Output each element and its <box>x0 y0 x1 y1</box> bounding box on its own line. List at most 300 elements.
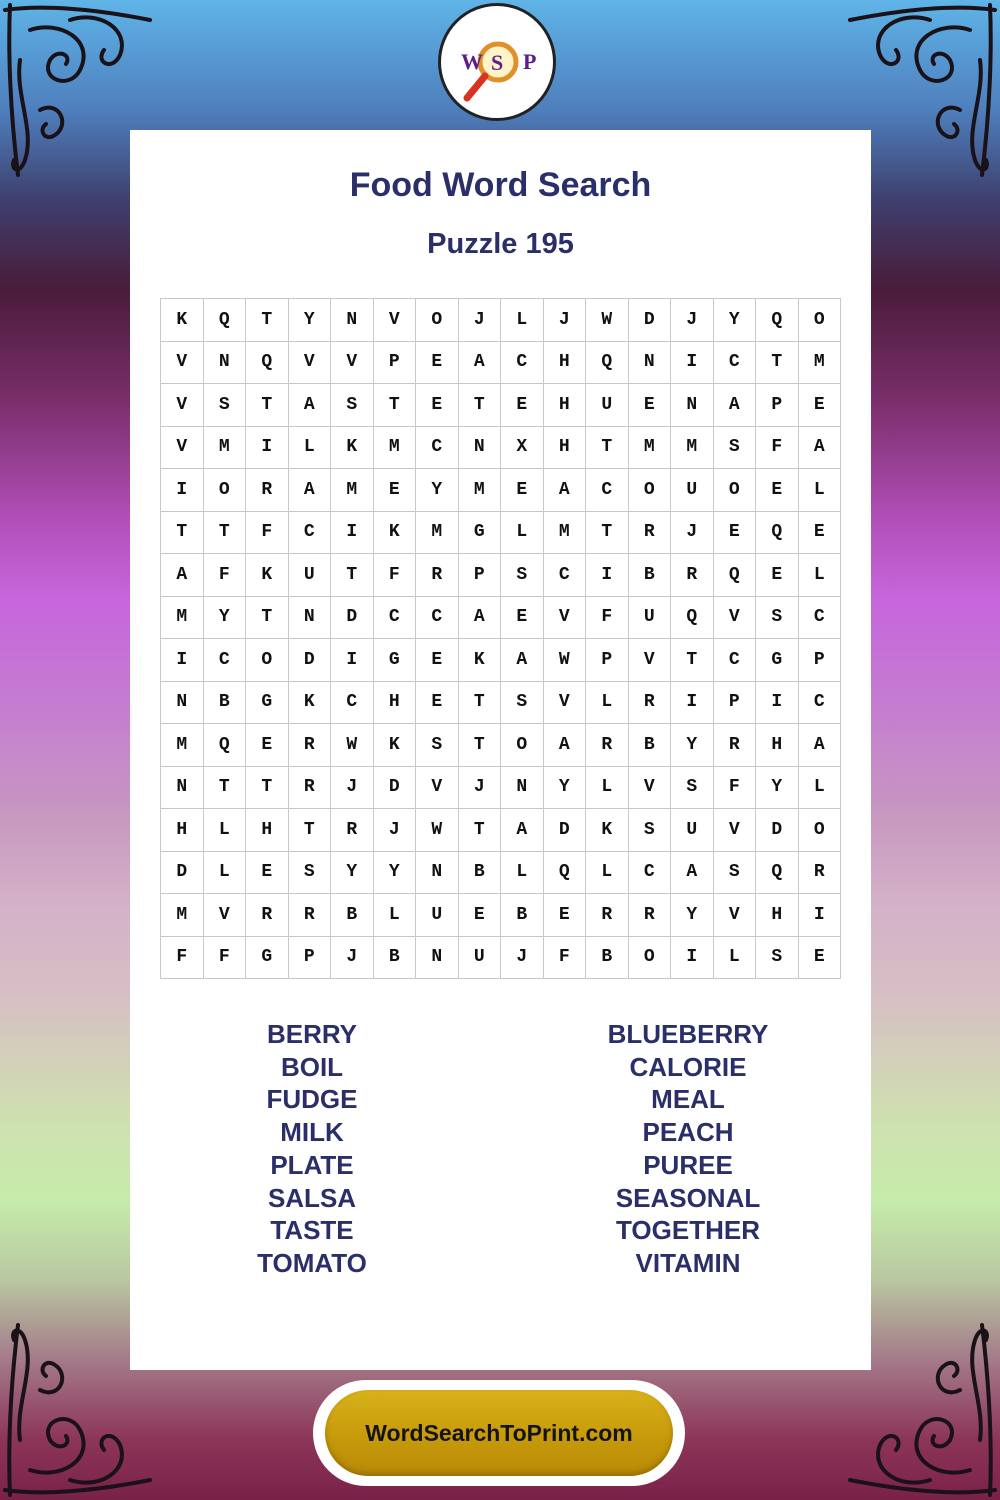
grid-cell[interactable]: H <box>543 426 586 469</box>
grid-cell[interactable]: M <box>628 426 671 469</box>
grid-cell[interactable]: F <box>586 596 629 639</box>
grid-cell[interactable]: V <box>713 596 756 639</box>
grid-cell[interactable]: S <box>501 681 544 724</box>
grid-cell[interactable]: Y <box>671 724 714 767</box>
grid-cell[interactable]: N <box>671 384 714 427</box>
logo-letter-s: S <box>491 50 504 75</box>
grid-cell[interactable]: M <box>373 426 416 469</box>
grid-cell[interactable]: F <box>713 766 756 809</box>
grid-cell[interactable]: K <box>331 426 374 469</box>
grid-cell[interactable]: B <box>501 894 544 937</box>
grid-cell[interactable]: C <box>713 341 756 384</box>
grid-cell[interactable]: F <box>373 554 416 597</box>
grid-cell[interactable]: B <box>458 851 501 894</box>
grid-cell[interactable]: E <box>246 724 289 767</box>
grid-cell[interactable]: C <box>373 596 416 639</box>
grid-cell[interactable]: J <box>331 936 374 979</box>
grid-cell[interactable]: A <box>543 469 586 512</box>
grid-cell[interactable]: S <box>756 936 799 979</box>
grid-cell[interactable]: B <box>628 554 671 597</box>
grid-cell[interactable]: S <box>713 426 756 469</box>
grid-cell[interactable]: L <box>798 554 841 597</box>
grid-cell[interactable]: D <box>331 596 374 639</box>
grid-cell[interactable]: V <box>713 894 756 937</box>
grid-cell[interactable]: V <box>161 426 204 469</box>
grid-cell[interactable]: B <box>373 936 416 979</box>
grid-cell[interactable]: L <box>288 426 331 469</box>
grid-cell[interactable]: O <box>798 299 841 342</box>
grid-cell[interactable]: M <box>331 469 374 512</box>
grid-cell[interactable]: L <box>586 766 629 809</box>
grid-cell[interactable]: R <box>246 894 289 937</box>
grid-cell[interactable]: D <box>288 639 331 682</box>
grid-cell[interactable]: T <box>203 511 246 554</box>
grid-cell[interactable]: W <box>416 809 459 852</box>
grid-cell[interactable]: C <box>798 596 841 639</box>
grid-cell[interactable]: J <box>458 299 501 342</box>
grid-cell[interactable]: J <box>373 809 416 852</box>
grid-cell[interactable]: I <box>331 511 374 554</box>
grid-cell[interactable]: L <box>798 766 841 809</box>
grid-cell[interactable]: E <box>798 936 841 979</box>
grid-cell[interactable]: A <box>671 851 714 894</box>
grid-cell[interactable]: M <box>458 469 501 512</box>
grid-row <box>161 384 841 427</box>
grid-cell[interactable]: T <box>458 384 501 427</box>
grid-cell[interactable]: N <box>161 766 204 809</box>
grid-cell[interactable]: Q <box>203 724 246 767</box>
grid-cell[interactable]: V <box>628 639 671 682</box>
grid-cell[interactable]: I <box>671 936 714 979</box>
grid-cell[interactable]: J <box>331 766 374 809</box>
grid-cell[interactable]: U <box>288 554 331 597</box>
grid-row <box>161 596 841 639</box>
grid-cell[interactable]: D <box>628 299 671 342</box>
grid-cell[interactable]: I <box>756 681 799 724</box>
grid-cell[interactable]: Q <box>203 299 246 342</box>
grid-cell[interactable]: L <box>798 469 841 512</box>
grid-cell[interactable]: R <box>671 554 714 597</box>
grid-cell[interactable]: D <box>756 809 799 852</box>
grid-cell[interactable]: Y <box>373 851 416 894</box>
word-list-left <box>162 1018 462 1280</box>
grid-cell[interactable]: W <box>331 724 374 767</box>
grid-cell[interactable]: A <box>458 341 501 384</box>
grid-cell[interactable]: M <box>798 341 841 384</box>
word-list-item: FUDGE <box>266 1084 358 1115</box>
grid-cell[interactable]: E <box>501 596 544 639</box>
grid-cell[interactable]: O <box>416 299 459 342</box>
word-list-item: TOMATO <box>257 1247 367 1278</box>
grid-cell[interactable]: R <box>288 766 331 809</box>
grid-cell[interactable]: L <box>373 894 416 937</box>
grid-row <box>161 554 841 597</box>
grid-cell[interactable]: Q <box>586 341 629 384</box>
grid-cell[interactable]: O <box>628 936 671 979</box>
grid-cell[interactable]: T <box>246 766 289 809</box>
grid-cell[interactable]: A <box>288 469 331 512</box>
word-list-item: BOIL <box>280 1051 344 1082</box>
grid-cell[interactable]: E <box>416 384 459 427</box>
grid-cell[interactable]: F <box>543 936 586 979</box>
grid-cell[interactable]: X <box>501 426 544 469</box>
grid-cell[interactable]: C <box>543 554 586 597</box>
grid-row <box>161 681 841 724</box>
grid-cell[interactable]: L <box>501 299 544 342</box>
grid-cell[interactable]: Y <box>288 299 331 342</box>
grid-cell[interactable]: A <box>161 554 204 597</box>
grid-cell[interactable]: T <box>161 511 204 554</box>
grid-row <box>161 469 841 512</box>
grid-cell[interactable]: E <box>543 894 586 937</box>
grid-cell[interactable]: T <box>246 596 289 639</box>
grid-cell[interactable]: U <box>416 894 459 937</box>
grid-cell[interactable]: A <box>798 426 841 469</box>
grid-cell[interactable]: E <box>713 511 756 554</box>
site-link-button[interactable] <box>325 1390 673 1476</box>
grid-cell[interactable]: V <box>543 596 586 639</box>
grid-row <box>161 511 841 554</box>
grid-cell[interactable]: H <box>543 341 586 384</box>
grid-cell[interactable]: V <box>161 341 204 384</box>
grid-cell[interactable]: E <box>756 469 799 512</box>
grid-cell[interactable]: K <box>586 809 629 852</box>
grid-cell[interactable]: H <box>373 681 416 724</box>
grid-cell[interactable]: R <box>628 511 671 554</box>
grid-cell[interactable]: N <box>416 851 459 894</box>
grid-cell[interactable]: R <box>586 894 629 937</box>
grid-cell[interactable]: N <box>416 936 459 979</box>
grid-cell[interactable]: Q <box>671 596 714 639</box>
grid-cell[interactable]: I <box>586 554 629 597</box>
logo-letter-w: W <box>461 49 483 74</box>
grid-cell[interactable]: K <box>373 724 416 767</box>
grid-cell[interactable]: V <box>416 766 459 809</box>
grid-cell[interactable]: K <box>373 511 416 554</box>
grid-cell[interactable]: E <box>458 894 501 937</box>
grid-row <box>161 851 841 894</box>
grid-cell[interactable]: S <box>416 724 459 767</box>
grid-cell[interactable]: O <box>203 469 246 512</box>
grid-cell[interactable]: U <box>458 936 501 979</box>
grid-cell[interactable]: A <box>543 724 586 767</box>
grid-cell[interactable]: K <box>246 554 289 597</box>
grid-cell[interactable]: E <box>416 681 459 724</box>
word-list-item: MILK <box>280 1117 344 1148</box>
word-list-right <box>538 1018 838 1280</box>
grid-cell[interactable]: P <box>373 341 416 384</box>
grid-cell[interactable]: N <box>288 596 331 639</box>
grid-cell[interactable]: S <box>331 384 374 427</box>
grid-cell[interactable]: T <box>458 724 501 767</box>
grid-cell[interactable]: A <box>458 596 501 639</box>
grid-cell[interactable]: I <box>798 894 841 937</box>
grid-cell[interactable]: B <box>586 936 629 979</box>
grid-cell[interactable]: K <box>458 639 501 682</box>
grid-cell[interactable]: R <box>713 724 756 767</box>
grid-cell[interactable]: R <box>628 894 671 937</box>
grid-cell[interactable]: I <box>331 639 374 682</box>
grid-cell[interactable]: F <box>756 426 799 469</box>
grid-cell[interactable]: S <box>501 554 544 597</box>
grid-cell[interactable]: S <box>756 596 799 639</box>
word-list-item: PLATE <box>270 1149 354 1180</box>
grid-cell[interactable]: T <box>246 299 289 342</box>
grid-cell[interactable]: A <box>501 809 544 852</box>
site-link-text: WordSearchToPrint.com <box>365 1419 633 1446</box>
letter-grid <box>160 298 841 979</box>
grid-cell[interactable]: K <box>288 681 331 724</box>
grid-cell[interactable]: G <box>246 681 289 724</box>
grid-cell[interactable]: T <box>288 809 331 852</box>
word-list-item: BERRY <box>266 1019 358 1049</box>
grid-cell[interactable]: P <box>458 554 501 597</box>
grid-cell[interactable]: T <box>458 809 501 852</box>
grid-cell[interactable]: Y <box>671 894 714 937</box>
grid-cell[interactable]: V <box>543 681 586 724</box>
grid-row <box>161 724 841 767</box>
word-list-item: MEAL <box>651 1084 725 1115</box>
grid-cell[interactable]: N <box>628 341 671 384</box>
grid-cell[interactable]: S <box>288 851 331 894</box>
grid-cell[interactable]: V <box>203 894 246 937</box>
grid-row <box>161 426 841 469</box>
word-list-item: TASTE <box>270 1215 354 1246</box>
site-link[interactable] <box>313 1380 685 1486</box>
grid-cell[interactable]: M <box>543 511 586 554</box>
grid-cell[interactable]: E <box>501 469 544 512</box>
grid-cell[interactable]: J <box>458 766 501 809</box>
grid-cell[interactable]: T <box>586 426 629 469</box>
grid-cell[interactable]: D <box>161 851 204 894</box>
grid-cell[interactable]: L <box>586 681 629 724</box>
grid-cell[interactable]: F <box>203 936 246 979</box>
grid-cell[interactable]: M <box>203 426 246 469</box>
grid-cell[interactable]: T <box>331 554 374 597</box>
grid-cell[interactable]: T <box>756 341 799 384</box>
grid-cell[interactable]: O <box>628 469 671 512</box>
grid-cell[interactable]: P <box>756 384 799 427</box>
grid-cell[interactable]: F <box>203 554 246 597</box>
word-list-item: PEACH <box>642 1117 734 1148</box>
grid-cell[interactable]: E <box>246 851 289 894</box>
grid-cell[interactable]: P <box>798 639 841 682</box>
grid-cell[interactable]: F <box>161 936 204 979</box>
grid-row <box>161 299 841 342</box>
grid-cell[interactable]: H <box>161 809 204 852</box>
grid-cell[interactable]: R <box>798 851 841 894</box>
grid-cell[interactable]: L <box>203 809 246 852</box>
grid-cell[interactable]: B <box>628 724 671 767</box>
grid-cell[interactable]: R <box>288 894 331 937</box>
grid-cell[interactable]: H <box>756 894 799 937</box>
grid-cell[interactable]: T <box>373 384 416 427</box>
word-list-item: BLUEBERRY <box>607 1019 769 1049</box>
grid-cell[interactable]: W <box>586 299 629 342</box>
grid-cell[interactable]: T <box>671 639 714 682</box>
grid-cell[interactable]: N <box>161 681 204 724</box>
grid-cell[interactable]: L <box>203 851 246 894</box>
grid-cell[interactable]: T <box>458 681 501 724</box>
word-list-item: VITAMIN <box>635 1247 741 1278</box>
grid-cell[interactable]: C <box>586 469 629 512</box>
grid-cell[interactable]: C <box>203 639 246 682</box>
grid-cell[interactable]: M <box>161 724 204 767</box>
grid-cell[interactable]: L <box>586 851 629 894</box>
grid-cell[interactable]: U <box>586 384 629 427</box>
grid-cell[interactable]: A <box>713 384 756 427</box>
grid-cell[interactable]: V <box>373 299 416 342</box>
grid-cell[interactable]: I <box>246 426 289 469</box>
grid-cell[interactable]: O <box>798 809 841 852</box>
grid-cell[interactable]: O <box>713 469 756 512</box>
grid-cell[interactable]: C <box>713 639 756 682</box>
grid-cell[interactable]: N <box>458 426 501 469</box>
grid-cell[interactable]: V <box>628 766 671 809</box>
grid-row <box>161 809 841 852</box>
grid-cell[interactable]: C <box>798 681 841 724</box>
word-list-item: PUREE <box>643 1149 733 1180</box>
grid-cell[interactable]: J <box>501 936 544 979</box>
grid-cell[interactable]: E <box>501 384 544 427</box>
grid-cell[interactable]: H <box>756 724 799 767</box>
grid-cell[interactable]: P <box>713 681 756 724</box>
grid-row <box>161 936 841 979</box>
grid-cell[interactable]: A <box>501 639 544 682</box>
grid-cell[interactable]: S <box>713 851 756 894</box>
word-list-item: TOGETHER <box>616 1215 760 1246</box>
grid-cell[interactable]: T <box>203 766 246 809</box>
grid-cell[interactable]: G <box>246 936 289 979</box>
grid-cell[interactable]: M <box>671 426 714 469</box>
grid-cell[interactable]: E <box>628 384 671 427</box>
grid-cell[interactable]: U <box>628 596 671 639</box>
grid-cell[interactable]: V <box>331 341 374 384</box>
grid-cell[interactable]: V <box>713 809 756 852</box>
grid-cell[interactable]: J <box>671 511 714 554</box>
grid-cell[interactable]: H <box>246 809 289 852</box>
grid-cell[interactable]: O <box>246 639 289 682</box>
grid-cell[interactable]: Q <box>246 341 289 384</box>
grid-cell[interactable]: Y <box>416 469 459 512</box>
grid-cell[interactable]: Y <box>713 299 756 342</box>
grid-cell[interactable]: Y <box>543 766 586 809</box>
word-list-item: SEASONAL <box>615 1182 761 1213</box>
grid-cell[interactable]: Y <box>331 851 374 894</box>
grid-cell[interactable]: N <box>203 341 246 384</box>
grid-cell[interactable]: L <box>501 851 544 894</box>
grid-cell[interactable]: Q <box>756 299 799 342</box>
grid-cell[interactable]: S <box>203 384 246 427</box>
word-list-item: CALORIE <box>629 1051 747 1082</box>
grid-row <box>161 341 841 384</box>
puzzle-number: Puzzle 195 <box>427 228 574 260</box>
grid-cell[interactable]: C <box>628 851 671 894</box>
grid-cell[interactable]: R <box>586 724 629 767</box>
grid-cell[interactable]: S <box>628 809 671 852</box>
grid-cell[interactable]: T <box>246 384 289 427</box>
grid-cell[interactable]: I <box>161 639 204 682</box>
grid-cell[interactable]: R <box>416 554 459 597</box>
grid-cell[interactable]: Y <box>756 766 799 809</box>
grid-cell[interactable]: I <box>671 341 714 384</box>
grid-cell[interactable]: C <box>288 511 331 554</box>
wsp-logo[interactable] <box>438 3 556 121</box>
grid-cell[interactable]: F <box>246 511 289 554</box>
grid-cell[interactable]: R <box>331 809 374 852</box>
grid-cell[interactable]: V <box>288 341 331 384</box>
grid-cell[interactable]: B <box>331 894 374 937</box>
grid-cell[interactable]: M <box>161 894 204 937</box>
grid-cell[interactable]: I <box>671 681 714 724</box>
grid-row <box>161 639 841 682</box>
grid-cell[interactable]: K <box>161 299 204 342</box>
grid-cell[interactable]: L <box>501 511 544 554</box>
grid-cell[interactable]: D <box>543 809 586 852</box>
grid-cell[interactable]: R <box>246 469 289 512</box>
grid-cell[interactable]: Y <box>203 596 246 639</box>
grid-cell[interactable]: C <box>501 341 544 384</box>
grid-cell[interactable]: M <box>161 596 204 639</box>
logo-letter-p: P <box>523 49 537 74</box>
grid-cell[interactable]: E <box>798 511 841 554</box>
grid-cell[interactable]: E <box>373 469 416 512</box>
grid-cell[interactable]: Q <box>543 851 586 894</box>
grid-cell[interactable]: E <box>798 384 841 427</box>
grid-cell[interactable]: P <box>586 639 629 682</box>
grid-cell[interactable]: Q <box>756 851 799 894</box>
grid-cell[interactable]: E <box>416 341 459 384</box>
grid-row <box>161 894 841 937</box>
grid-cell[interactable]: N <box>331 299 374 342</box>
grid-cell[interactable]: G <box>756 639 799 682</box>
grid-cell[interactable]: R <box>628 681 671 724</box>
grid-cell[interactable]: L <box>713 936 756 979</box>
grid-cell[interactable]: W <box>543 639 586 682</box>
grid-cell[interactable]: B <box>203 681 246 724</box>
grid-cell[interactable]: I <box>161 469 204 512</box>
grid-cell[interactable]: A <box>798 724 841 767</box>
puzzle-sheet <box>130 130 871 1370</box>
grid-cell[interactable]: S <box>671 766 714 809</box>
grid-cell[interactable]: T <box>586 511 629 554</box>
grid-cell[interactable]: D <box>373 766 416 809</box>
grid-cell[interactable]: Q <box>713 554 756 597</box>
grid-cell[interactable]: N <box>501 766 544 809</box>
grid-cell[interactable]: M <box>416 511 459 554</box>
grid-cell[interactable]: A <box>288 384 331 427</box>
grid-cell[interactable]: G <box>373 639 416 682</box>
grid-cell[interactable]: C <box>416 426 459 469</box>
grid-cell[interactable]: E <box>756 554 799 597</box>
grid-cell[interactable]: O <box>501 724 544 767</box>
grid-cell[interactable]: U <box>671 469 714 512</box>
grid-cell[interactable]: V <box>161 384 204 427</box>
grid-cell[interactable]: C <box>331 681 374 724</box>
puzzle-title: Food Word Search <box>349 166 652 204</box>
grid-cell[interactable]: C <box>416 596 459 639</box>
grid-cell[interactable]: R <box>288 724 331 767</box>
grid-cell[interactable]: J <box>671 299 714 342</box>
grid-cell[interactable]: U <box>671 809 714 852</box>
grid-cell[interactable]: P <box>288 936 331 979</box>
grid-cell[interactable]: G <box>458 511 501 554</box>
grid-cell[interactable]: Q <box>756 511 799 554</box>
grid-row <box>161 766 841 809</box>
grid-cell[interactable]: E <box>416 639 459 682</box>
grid-cell[interactable]: H <box>543 384 586 427</box>
grid-cell[interactable]: J <box>543 299 586 342</box>
